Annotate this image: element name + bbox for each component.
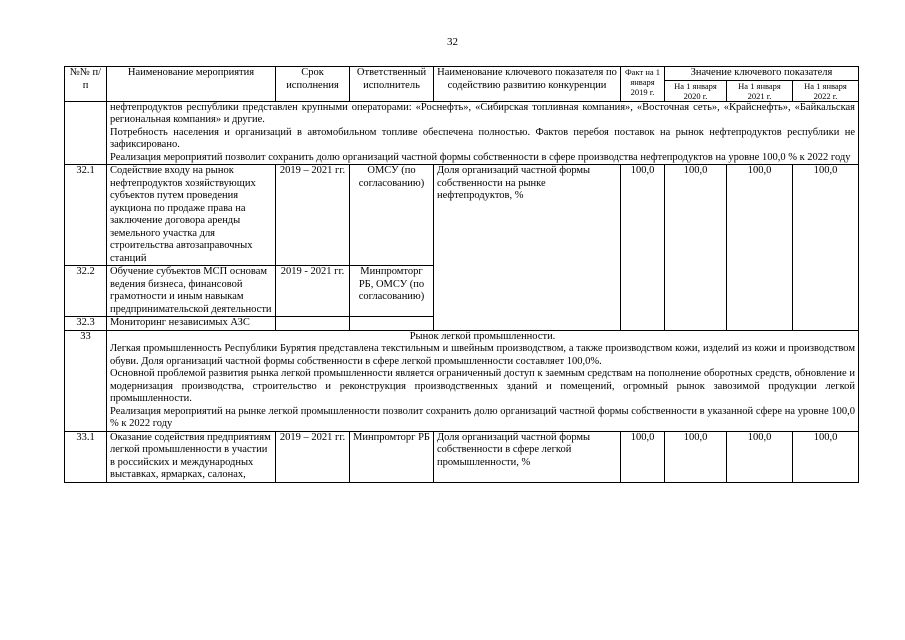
- row-2022: 100,0: [793, 165, 859, 331]
- row-2020: 100,0: [665, 431, 727, 482]
- section-paragraph-3: Реализация мероприятий на рынке легкой промышленности позволит сохранить долю организаций частной формы собственности в указанной сфере на уровне 100,0 % к 2022 году: [110, 405, 856, 429]
- intro-paragraph-2: Потребность населения и организаций в автомобильном топливе обеспечена полностью. Фактов перебоя поставок на рынок нефтепродуктов республики не зафиксировано.: [110, 126, 856, 150]
- row-event: Содействие входу на рынок нефтепродуктов хозяйствующих субъектов путем проведения аукциона по продаже права на заключение договора аренды земельного участка для строительства автозаправочных станций: [107, 165, 276, 266]
- measures-table: [64, 66, 859, 483]
- header-term: Срок исполнения: [276, 67, 350, 102]
- row-event: Оказание содействия предприятиям легкой промышленности в участии в российских и международных выставках, ярмарках, салонах,: [107, 431, 276, 482]
- row-term: 2019 – 2021 гг.: [276, 165, 350, 266]
- table-row: [65, 165, 859, 266]
- header-row-1: [65, 67, 859, 81]
- row-fact: 100,0: [621, 165, 665, 331]
- intro-paragraph-1: нефтепродуктов республики представлен крупными операторами: «Роснефть», «Сибирская топливная компания», «Восточная сеть», «Крайснефть», «Байкальская региональная компания» и другие.: [110, 101, 856, 125]
- row-term: [276, 317, 350, 331]
- header-2020: На 1 января 2020 г.: [665, 80, 727, 101]
- row-responsible: [350, 317, 434, 331]
- section-title: Рынок легкой промышленности.: [409, 330, 556, 342]
- header-num: №№ п/п: [65, 67, 107, 102]
- page-number: 32: [447, 36, 458, 48]
- row-event: Обучение субъектов МСП основам ведения бизнеса, финансовой грамотности и иным навыкам предпринимательской деятельности: [107, 266, 276, 317]
- header-indicator: Наименование ключевого показателя по содействию развитию конкуренции: [434, 67, 621, 102]
- row-num: 32.1: [65, 165, 107, 266]
- row-term: 2019 – 2021 гг.: [276, 431, 350, 482]
- row-event: Мониторинг независимых АЗС: [107, 317, 276, 331]
- header-responsible: Ответственный исполнитель: [350, 67, 434, 102]
- row-indicator: Доля организаций частной формы собственности в сфере легкой промышленности, %: [434, 431, 621, 482]
- row-fact: 100,0: [621, 431, 665, 482]
- row-term: 2019 - 2021 гг.: [276, 266, 350, 317]
- intro-num-cell: [65, 101, 107, 165]
- section-paragraph-1: Легкая промышленность Республики Бурятия представлена текстильным и швейным производством, а также производством кожи, изделий из кожи и производством обуви. Доля организаций частной формы собственности в сфере легкой промышленности составляет 100,0%.: [110, 343, 856, 367]
- row-2021: 100,0: [727, 165, 793, 331]
- section-row: [65, 330, 859, 431]
- intro-row: [65, 101, 859, 165]
- row-responsible: Минпромторг РБ: [350, 431, 434, 482]
- row-responsible: ОМСУ (по согласованию): [350, 165, 434, 266]
- header-fact: Факт на 1 января 2019 г.: [621, 67, 665, 102]
- intro-paragraph-3: Реализация мероприятий позволит сохранить долю организаций частной формы собственности в сфере производства нефтепродуктов на уровне 100,0 % к 2022 году: [110, 151, 851, 163]
- row-num: 32.3: [65, 317, 107, 331]
- row-num: 33.1: [65, 431, 107, 482]
- section-paragraph-2: Основной проблемой развития рынка легкой промышленности является ограниченный доступ к заемным средствам на пополнение оборотных средств, обновление и модернизация производства, строительство и реконструкция производственных зданий и помещений, огромный рынок завозимой продукции легкой промышленности.: [110, 368, 856, 404]
- row-2022: 100,0: [793, 431, 859, 482]
- row-num: 32.2: [65, 266, 107, 317]
- section-text: [107, 330, 859, 431]
- row-responsible: Минпромторг РБ, ОМСУ (по согласованию): [350, 266, 434, 317]
- header-value-group: Значение ключевого показателя: [665, 67, 859, 81]
- row-2021: 100,0: [727, 431, 793, 482]
- row-2020: 100,0: [665, 165, 727, 331]
- header-event: Наименование мероприятия: [107, 67, 276, 102]
- intro-text: [107, 101, 859, 165]
- row-indicator: Доля организаций частной формы собственности на рынке нефтепродуктов, %: [434, 165, 621, 331]
- header-2021: На 1 января 2021 г.: [727, 80, 793, 101]
- table-row: [65, 431, 859, 482]
- section-num: 33: [65, 330, 107, 431]
- header-2022: На 1 января 2022 г.: [793, 80, 859, 101]
